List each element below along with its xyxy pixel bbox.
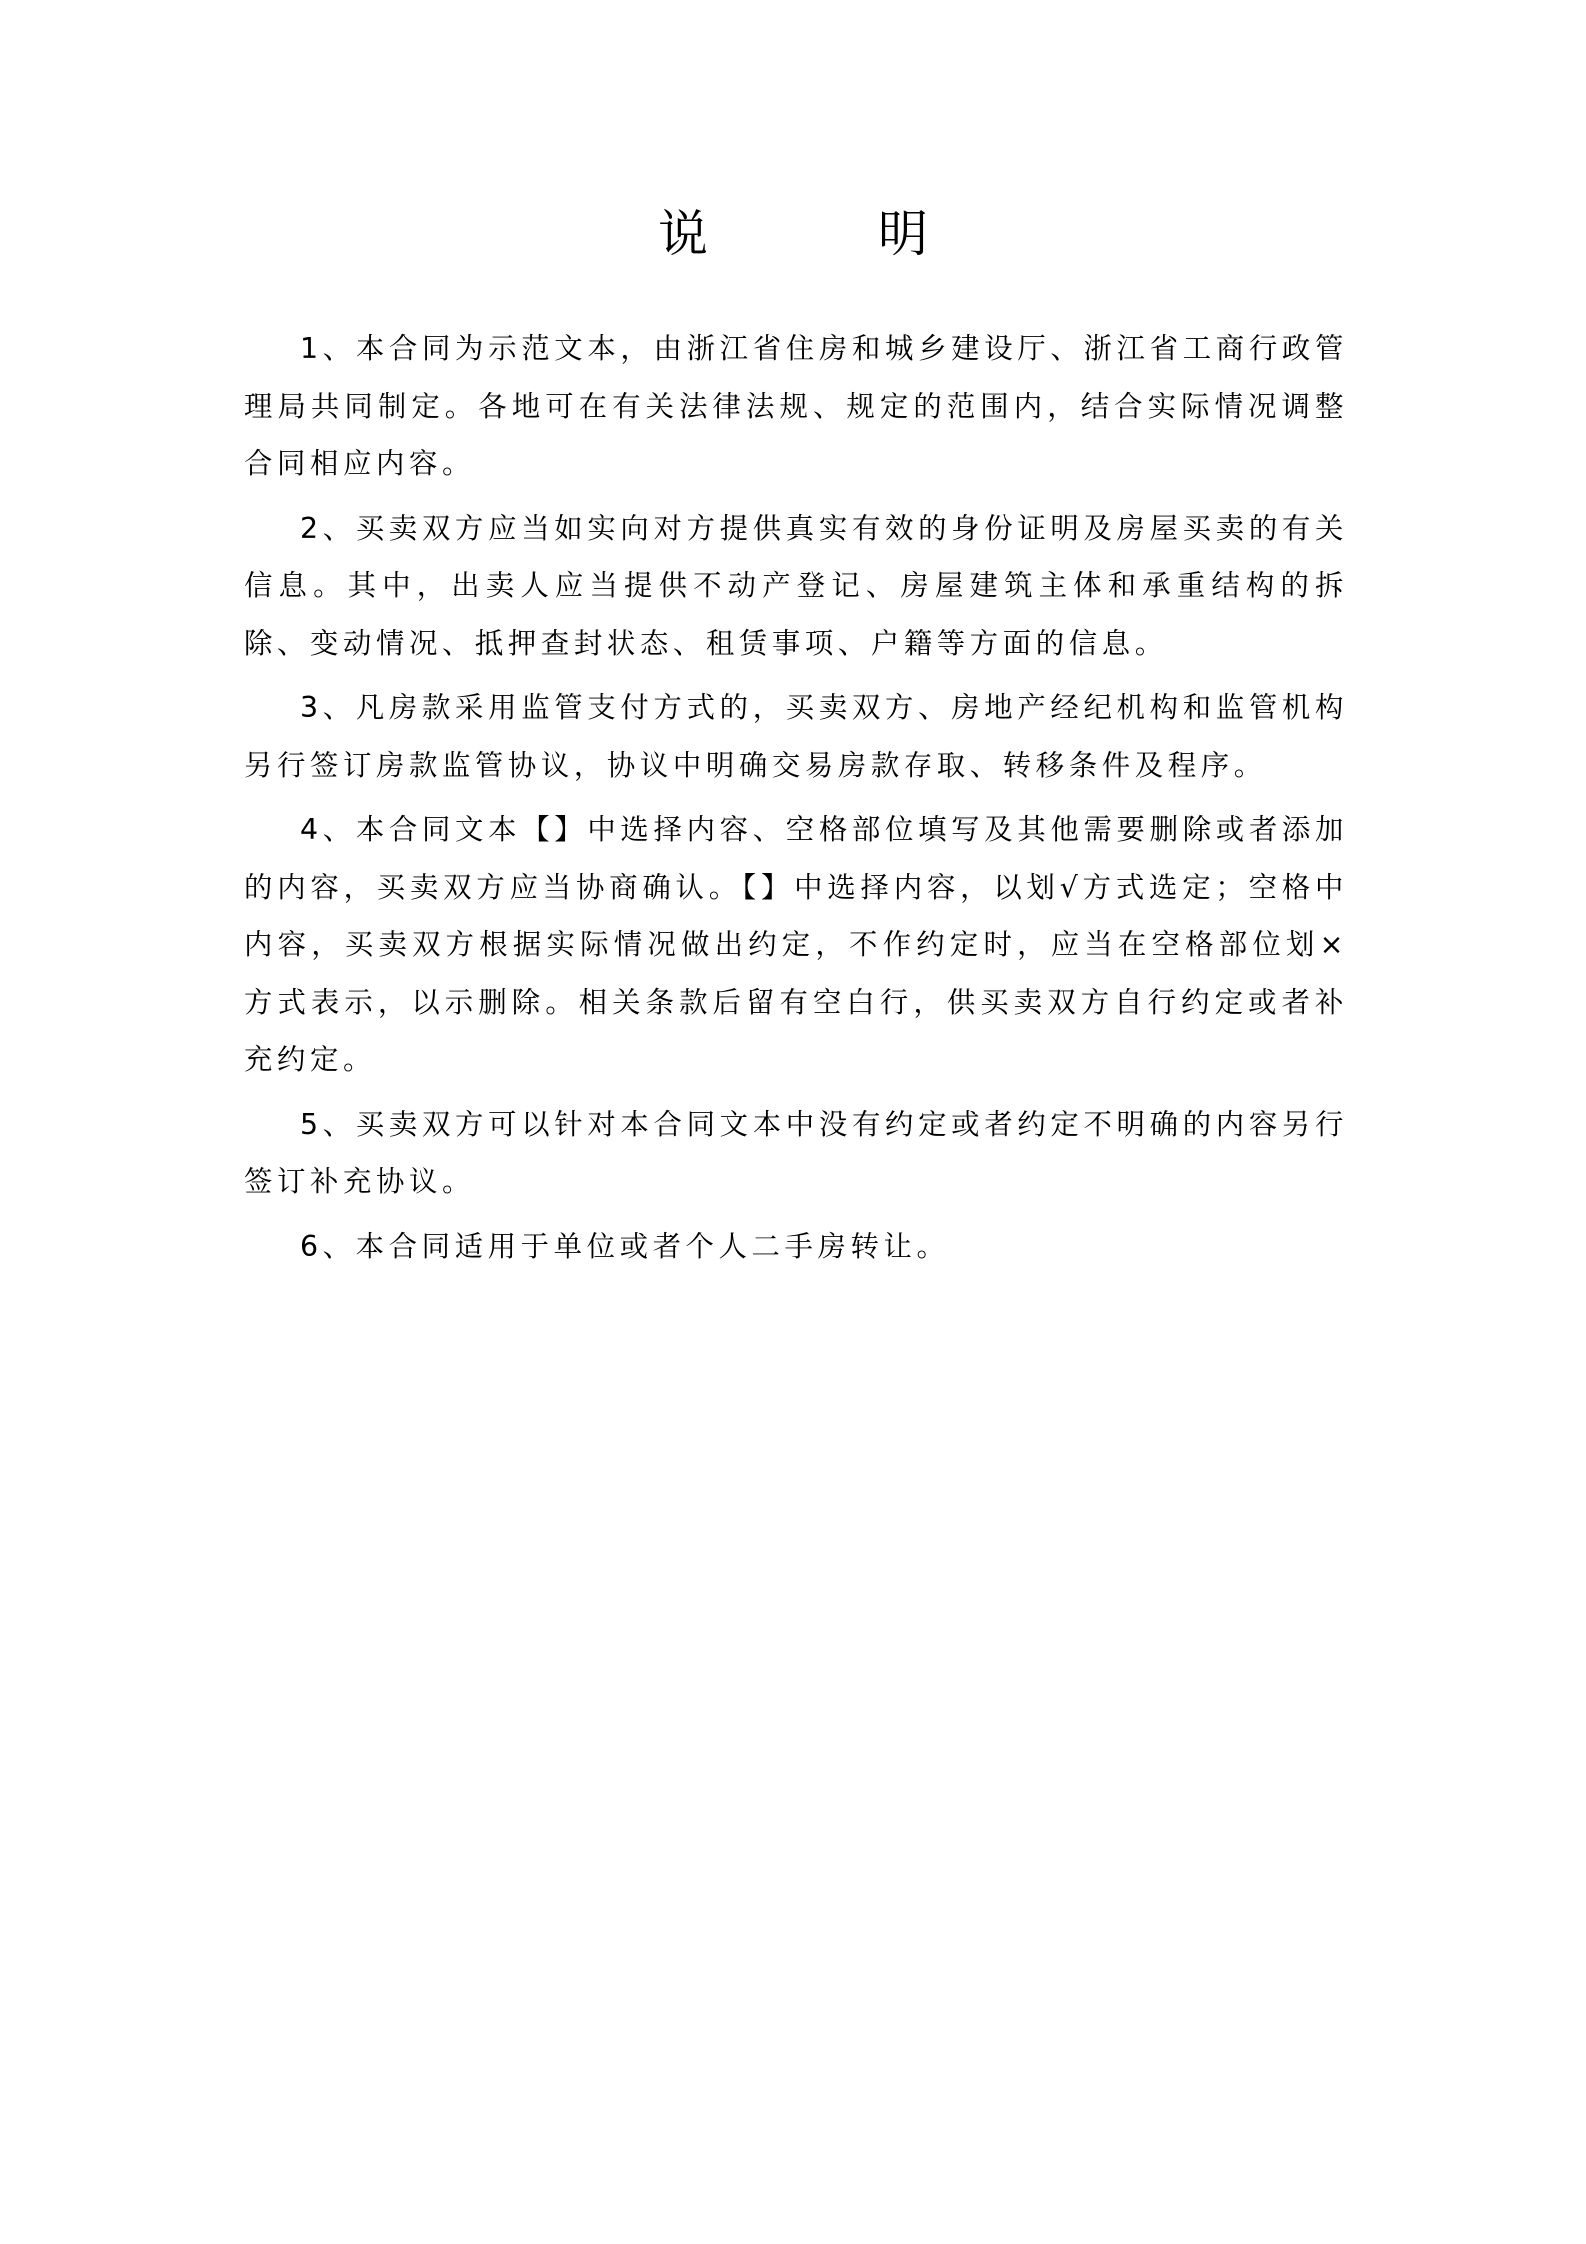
instruction-paragraph-4: 4、本合同文本【】中选择内容、空格部位填写及其他需要删除或者添加的内容，买卖双方应当协商确认。【】中选择内容，以划√方式选定；空格中内容，买卖双方根据实际情况做出约定，不作约定时，应当在空格部位划×方式表示，以示删除。相关条款后留有空白行，供买卖双方自行约定或者补充约定。 [244,813,1348,1076]
instruction-paragraph-6: 6、本合同适用于单位或者个人二手房转让。 [300,1229,950,1263]
instructions-body [244,320,1348,1282]
instruction-paragraph-5: 5、买卖双方可以针对本合同文本中没有约定或者约定不明确的内容另行签订补充协议。 [244,1107,1348,1198]
instruction-paragraph-2: 2、买卖双方应当如实向对方提供真实有效的身份证明及房屋买卖的有关信息。其中，出卖人应当提供不动产登记、房屋建筑主体和承重结构的拆除、变动情况、抵押查封状态、租赁事项、户籍等方面的信息。 [244,511,1348,660]
instruction-paragraph-1: 1、本合同为示范文本，由浙江省住房和城乡建设厅、浙江省工商行政管理局共同制定。各地可在有关法律法规、规定的范围内，结合实际情况调整合同相应内容。 [244,332,1348,480]
page-title: 说 明 [658,205,988,263]
instruction-paragraph-3: 3、凡房款采用监管支付方式的，买卖双方、房地产经纪机构和监管机构另行签订房款监管协议，协议中明确交易房款存取、转移条件及程序。 [244,691,1348,782]
